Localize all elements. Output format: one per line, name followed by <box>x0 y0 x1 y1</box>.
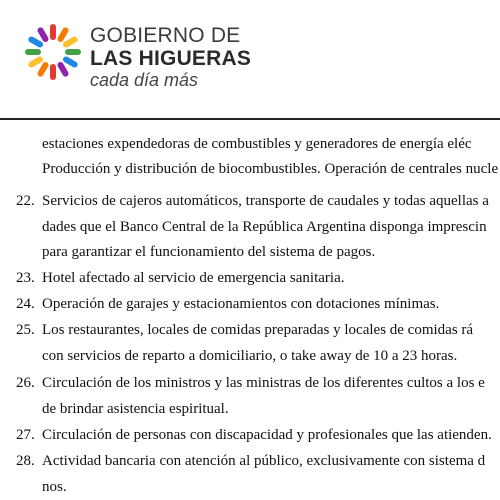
logo-title-line1: GOBIERNO DE <box>90 24 241 47</box>
logo-spoke <box>65 49 81 55</box>
continuation-line: Producción y distribución de biocombustibles. Operación de centrales nucle <box>42 161 499 177</box>
list-item-number: 23. <box>16 270 35 286</box>
list-item-text: para garantizar el funcionamiento del sistema de pagos. <box>42 244 376 260</box>
list-item-number: 24. <box>16 296 35 312</box>
list-item-number: 28. <box>16 453 35 469</box>
list-item-text: con servicios de reparto a domiciliario, o take away de 10 a 23 horas. <box>42 348 458 364</box>
list-item-text: Hotel afectado al servicio de emergencia sanitaria. <box>42 270 345 286</box>
list-item-number: 22. <box>16 193 35 209</box>
list-item-number: 25. <box>16 322 35 338</box>
list-item-text: nos. <box>42 479 67 495</box>
list-item-text: Servicios de cajeros automáticos, transporte de caudales y todas aquellas a <box>42 193 489 209</box>
list-item-number: 26. <box>16 375 35 391</box>
document-header <box>0 0 500 118</box>
hands-logo-icon <box>22 14 84 86</box>
document-body <box>0 120 500 500</box>
list-item-text: Circulación de personas con discapacidad y profesionales que las atienden. <box>42 427 492 443</box>
logo-title-line2: LAS HIGUERAS <box>90 47 252 70</box>
logo-tagline: cada día más <box>90 70 199 90</box>
list-item-number: 27. <box>16 427 35 443</box>
logo-spoke <box>50 24 56 40</box>
logo-spoke <box>50 64 56 80</box>
list-item-text: de brindar asistencia espiritual. <box>42 401 229 417</box>
continuation-line: estaciones expendedoras de combustibles y generadores de energía eléc <box>42 136 472 152</box>
list-item-text: Operación de garajes y estacionamientos con dotaciones mínimas. <box>42 296 440 312</box>
list-item-text: dades que el Banco Central de la República Argentina disponga imprescin <box>42 219 487 235</box>
list-item-text: Actividad bancaria con atención al público, exclusivamente con sistema d <box>42 453 486 469</box>
logo-spoke <box>25 49 41 55</box>
list-item-text: Los restaurantes, locales de comidas preparadas y locales de comidas rá <box>42 322 474 338</box>
list-item-text: Circulación de los ministros y las ministras de los diferentes cultos a los e <box>42 375 485 391</box>
